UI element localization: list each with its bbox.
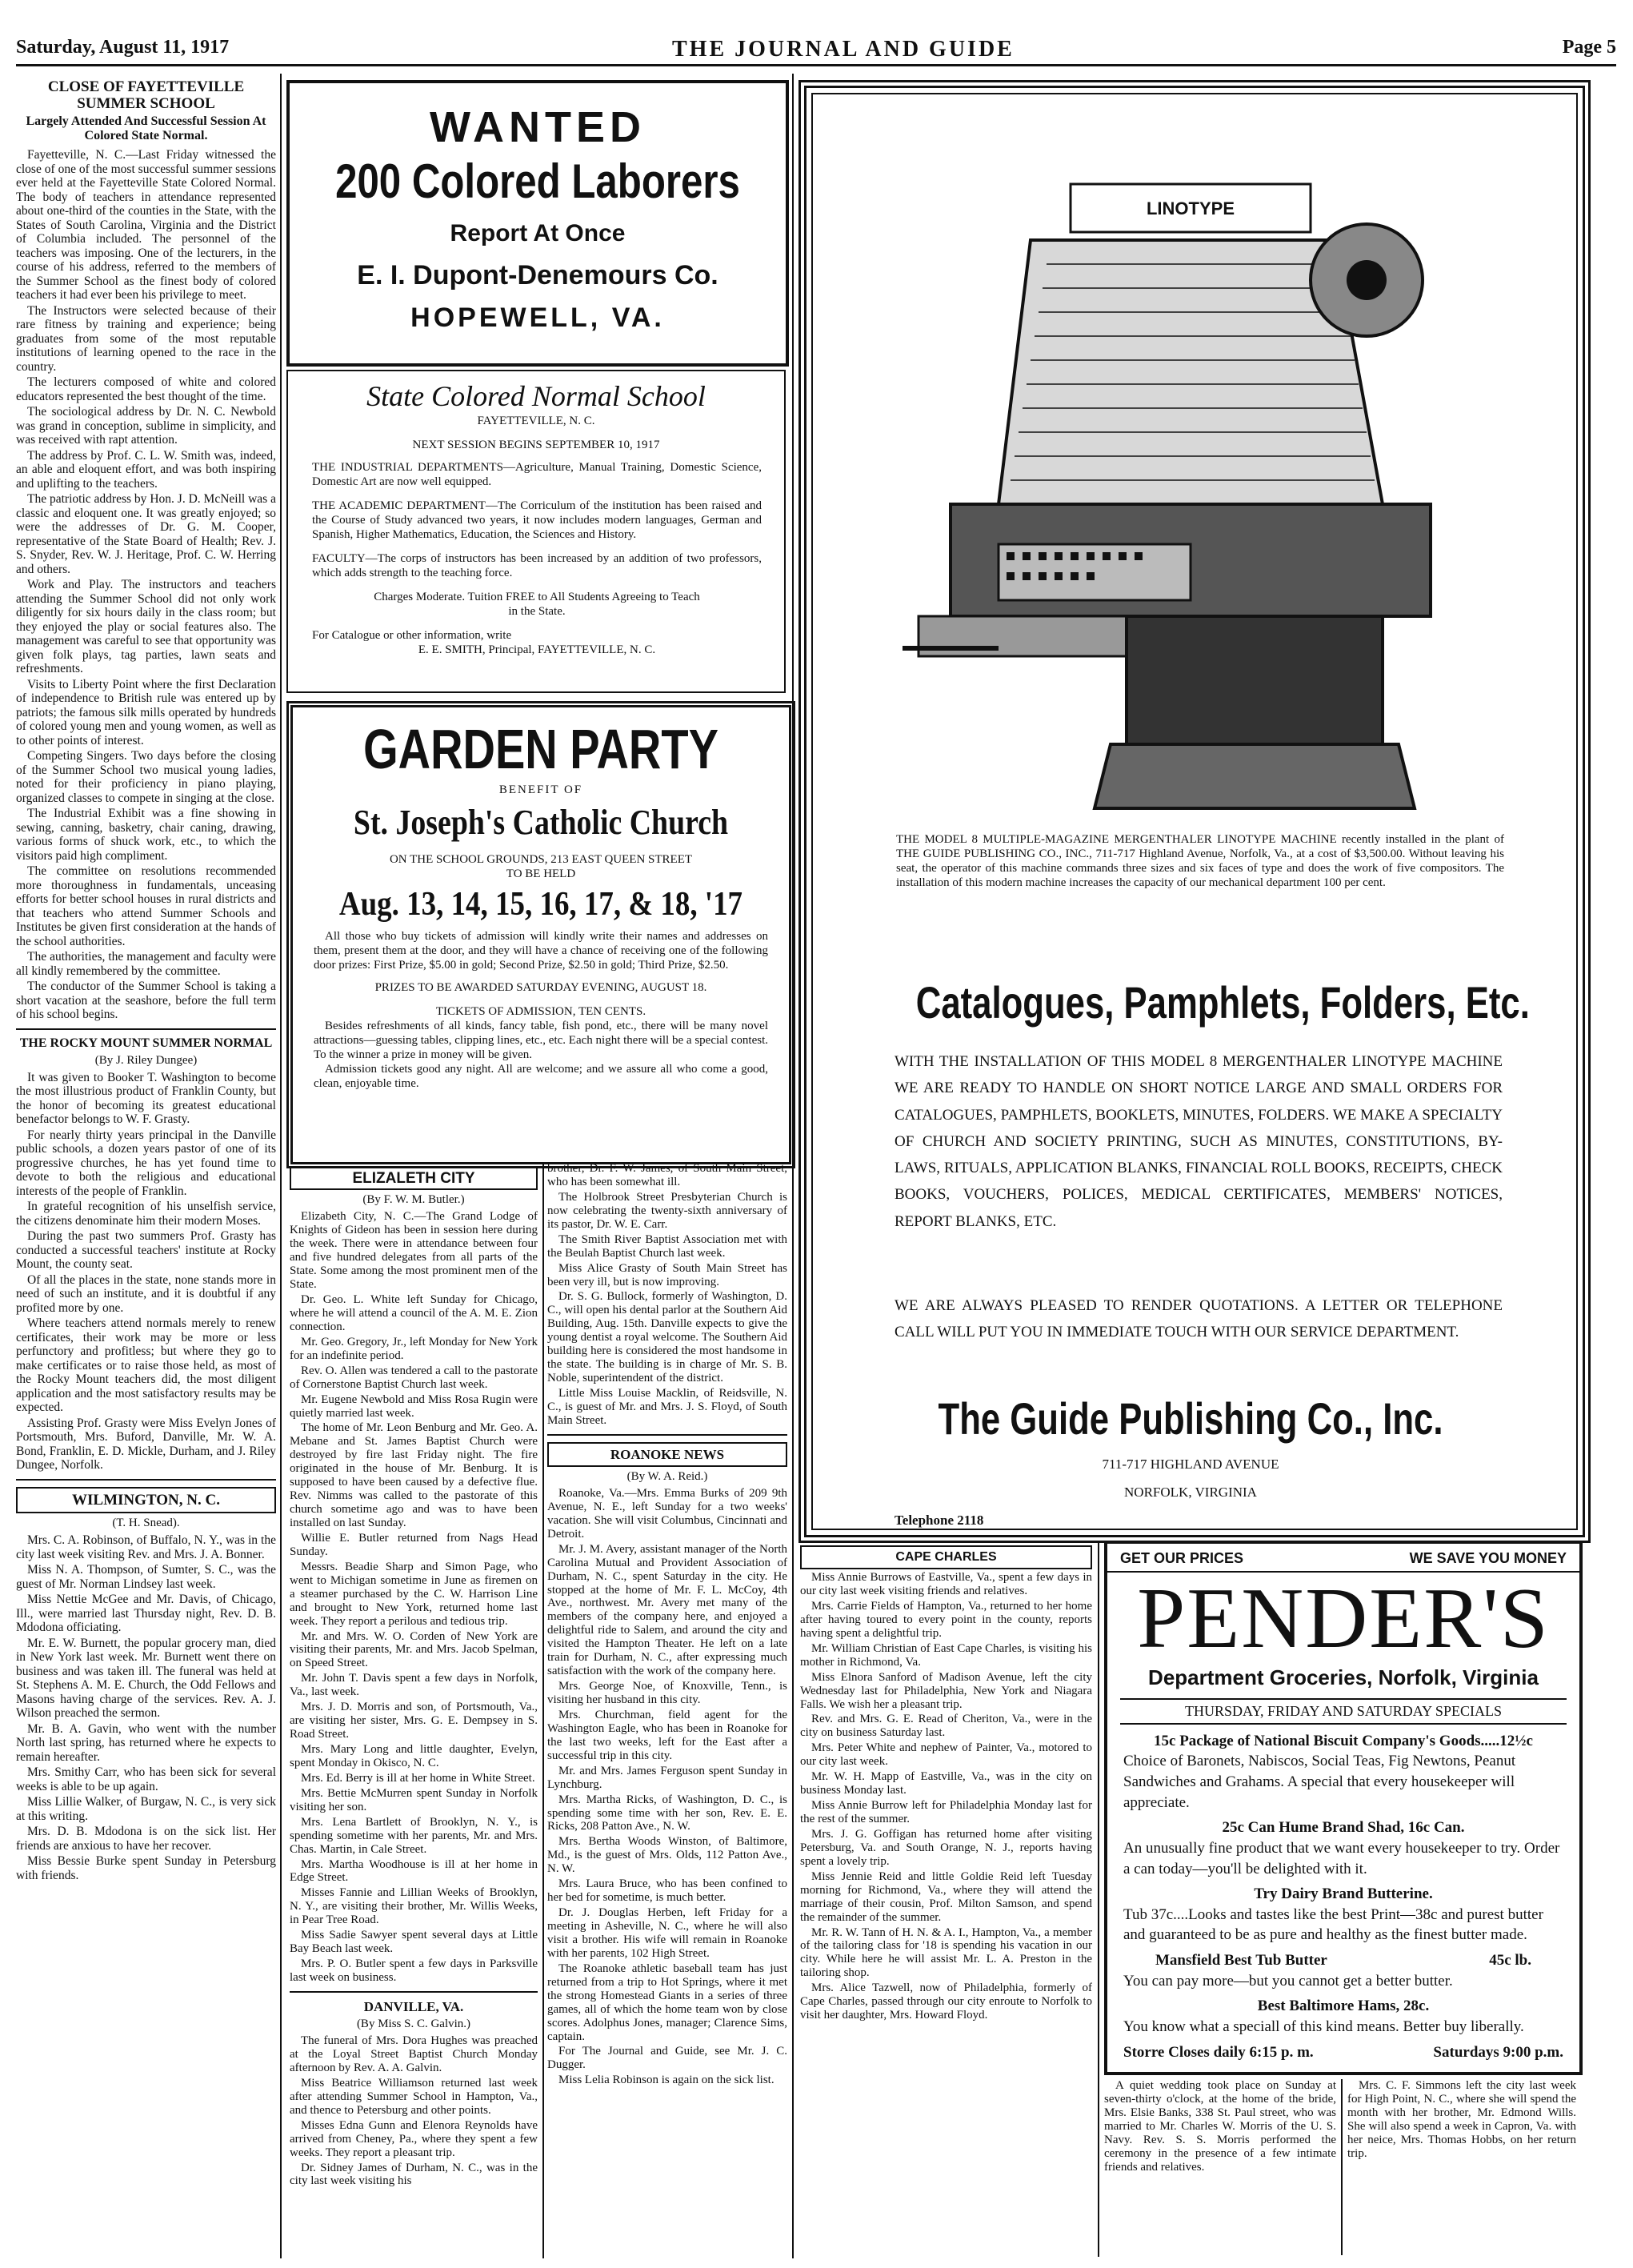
paragraph: Mrs. Alice Tazwell, now of Philadelphia, formerly of Cape Charles, passed through our city enroute to Norfolk to visit her daughter, Mrs. Howard Floyd.: [800, 1981, 1092, 2022]
get-prices-tagline: GET OUR PRICES: [1120, 1550, 1244, 1566]
ham-item: Best Baltimore Hams, 28c.: [1257, 1998, 1430, 2015]
paragraph: Mrs. Bertha Woods Winston, of Baltimore, Md., is the guest of Mrs. Olds, 112 Patton Ave., N. W.: [547, 1835, 787, 1876]
elizabeth-city-article: [290, 1167, 538, 1985]
paragraph: For nearly thirty years principal in the Danville public schools, a dozen years pastor of one of its progressive churches, he has yet found time to devote to both the religious and educational interests of the people of Franklin.: [16, 1128, 276, 1198]
paragraph: Competing Singers. Two days before the closing of the Summer School two musical young ladies, noted for their proficiency in piano playing, organized classes to compete in singing at the close.: [16, 749, 276, 805]
paragraph: Little Miss Louise Macklin, of Reidsville, N. C., is guest of Mr. and Mrs. J. S. Floyd, of South Main Street.: [547, 1387, 787, 1427]
school-name: State Colored Normal School: [366, 380, 706, 412]
garden-party-ad: [286, 701, 795, 1168]
publisher-name: The Guide Publishing Co., Inc.: [938, 1393, 1443, 1444]
attractions: Besides refreshments of all kinds, fancy table, fish pond, etc., there will be many novel attractions—guessing tables, clipping lines, etc., etc. Each night there will be a special contest. To the winner a prize in money will be given.: [314, 1020, 768, 1062]
session-date: NEXT SESSION BEGINS SEPTEMBER 10, 1917: [412, 439, 660, 452]
printing-headline: Catalogues, Pamphlets, Folders, Etc.: [915, 977, 1530, 1028]
column-4: [800, 1541, 1092, 2257]
normal-school-ad: [286, 370, 786, 693]
paragraph: The Industrial Exhibit was a fine showing in sewing, canning, basketry, chair caning, drawing, various forms of shuck work, etc., to which the visitors paid high compliment.: [16, 807, 276, 863]
paragraph: The sociological address by Dr. N. C. Newbold was grand in conception, sublime in simplicity, and was received with rapt attention.: [16, 405, 276, 447]
roanoke-article: [547, 1442, 787, 2087]
paragraph: Mrs. Martha Woodhouse is ill at her home in Edge Street.: [290, 1857, 538, 1885]
special-desc-2: An unusually fine product that we want every housekeeper to try. Order a can today—you'll be delighted with it.: [1123, 1839, 1560, 1877]
paragraph: The address by Prof. C. L. W. Smith was, indeed, an able and eloquent effort, and was both inspiring and uplifting to the teachers.: [16, 448, 276, 491]
paragraph: Mrs. J. D. Morris and son, of Portsmouth, Va., are visiting her sister, Mrs. G. E. Dempsey in S. Road Street.: [290, 1701, 538, 1741]
column-2: [290, 1162, 538, 2258]
laborers-count: 200 Colored Laborers: [335, 154, 740, 208]
publisher-street: 711-717 HIGHLAND AVENUE: [1102, 1457, 1279, 1472]
paragraph: During the past two summers Prof. Grasty has conducted a successful teachers' institute at Rocky Mount, the county seat.: [16, 1229, 276, 1272]
article-headline: ELIZALETH CITY: [290, 1167, 538, 1190]
paragraph: Mr. John T. Davis spent a few days in Norfolk, Va., last week.: [290, 1672, 538, 1699]
article-headline: CAPE CHARLES: [800, 1545, 1092, 1569]
paragraph: Miss Bessie Burke spent Sunday in Petersburg with friends.: [16, 1854, 276, 1882]
store-name: PENDER'S: [1137, 1571, 1550, 1667]
company-location: HOPEWELL, VA.: [410, 303, 665, 333]
door-prizes: All those who buy tickets of admission will kindly write their names and addresses on them, present them at the door, and they will have a chance of receiving one of the following door prizes: First Prize, $5.00 in gold; Second Prize, $2.50 in gold; Third Prize, $2.50.: [314, 930, 768, 972]
fayetteville-article: [16, 78, 276, 1022]
paragraph: Miss Beatrice Williamson returned last week after attending Summer School in Hampton, Va., and thence to Petersburg and other points.: [290, 2076, 538, 2117]
welcome-note: Admission tickets good any night. All are welcome; and we assure all who come a good, clean, enjoyable time.: [314, 1063, 768, 1091]
event-title: GARDEN PARTY: [363, 718, 718, 780]
paragraph: Mr. Eugene Newbold and Miss Rosa Rugin were quietly married last week.: [290, 1392, 538, 1420]
specials-banner: THURSDAY, FRIDAY AND SATURDAY SPECIALS: [1120, 1698, 1567, 1724]
catalogue-note: For Catalogue or other information, write: [312, 629, 512, 643]
ham-desc: You know what a speciall of this kind means. Better buy liberally.: [1123, 2018, 1524, 2036]
church-name: St. Joseph's Catholic Church: [353, 803, 729, 842]
issue-date: Saturday, August 11, 1917: [16, 37, 230, 58]
article-headline: WILMINGTON, N. C.: [16, 1487, 276, 1513]
paragraph: The Instructors were selected because of their rare fitness by training and experience; being graduates from some of the most reputable institutions of learning opened to the race in the country.: [16, 303, 276, 374]
paragraph: Miss Elnora Sanford of Madison Avenue, left the city Wednesday last for Philadelphia, New York and Niagara Falls. We wish her a pleasant trip.: [800, 1670, 1092, 1711]
paragraph: Mr. and Mrs. James Ferguson spent Sunday in Lynchburg.: [547, 1764, 787, 1791]
column-rule: [1341, 2079, 1343, 2255]
guide-publishing-ad: [798, 80, 1591, 1543]
column-rule: [1098, 1541, 1099, 2257]
event-location: ON THE SCHOOL GROUNDS, 213 EAST QUEEN STREET: [389, 852, 693, 866]
held-line: TO BE HELD: [506, 867, 576, 880]
special-item-1: 15c Package of National Biscuit Company's Goods.....12½c: [1154, 1732, 1533, 1749]
divider: [16, 1028, 276, 1030]
paragraph: Miss Annie Burrow left for Philadelphia Monday last for the rest of the summer.: [800, 1799, 1092, 1826]
paragraph: The Roanoke athletic baseball team has just returned from a trip to Hot Springs, where it met the strong Homestead Giants in a series of three games, all of which the home team won by close scores. Adolphus Jones, manager; Clarence Sims, captain.: [547, 1961, 787, 2043]
paragraph: Mrs. Smithy Carr, who has been sick for several weeks is able to be up again.: [16, 1765, 276, 1793]
paragraph: The committee on resolutions recommended more thoroughness in fundamentals, unceasing efforts for better school houses in rural districts and that teachers who attend Summer Schools and Institutes be given first consideration at the hands of the school authorities.: [16, 864, 276, 948]
column-rule: [280, 74, 282, 2258]
article-body: [16, 148, 276, 1022]
paragraph: Mr. Geo. Gregory, Jr., left Monday for New York for an indefinite period.: [290, 1335, 538, 1362]
article-headline: CLOSE OF FAYETTEVILLE SUMMER SCHOOL: [47, 78, 245, 113]
paragraph: Assisting Prof. Grasty were Miss Evelyn Jones of Portsmouth, Mrs. Buford, Danville, Mr. W. A. Bond, Franklin, E. D. Mickle, Durham, and J. Riley Dungee, Norfolk.: [16, 1416, 276, 1473]
paragraph: The home of Mr. Leon Benburg and Mr. Geo. A. Mebane and St. James Baptist Church were destroyed by fire last Friday night. The fire originated in the house of Mr. Benburg. It is supposed to have been caused by a defective flue. Rev. Nimms was called to the pastorate of this church sometime ago and was to have been installed on last Sunday.: [290, 1421, 538, 1530]
special-desc-1: Choice of Baronets, Nabiscos, Social Teas, Fig Newtons, Peanut Sandwiches and Grahams. A special that every housekeeper will appreciate.: [1123, 1753, 1516, 1811]
paragraph: The lecturers composed of white and colored educators represented the best thought of the time.: [16, 375, 276, 403]
paragraph: Mr. J. M. Avery, assistant manager of the North Carolina Mutual and Provident Association of Durham, N. C., spent Saturday in the city. He stopped at the home of Mr. F. L. McCoy, 4th Ave., northwest. Mr. Avery met many of the members of the company here, and enjoyed a delightful ride to Salem, and around the city and visited the Hampton Theater. He left on a late train for Durham, N. C., after expressing much satisfaction with the work of the company here.: [547, 1542, 787, 1678]
paragraph: Rev. O. Allen was tendered a call to the pastorate of Cornerstone Baptist Church last week.: [290, 1364, 538, 1391]
column-rule: [542, 1162, 544, 2258]
paragraph: Work and Play. The instructors and teachers attending the Summer School did not only work diligently for six hours daily in the class room; but they enjoyed the play or social features also. The management was careful to see that opportunity was given folk plays, tag parties, lawn seats and refreshments.: [16, 578, 276, 676]
divider: [547, 1434, 787, 1436]
article-headline: DANVILLE, VA.: [363, 1998, 464, 2014]
paragraph: The patriotic address by Hon. J. D. McNeill was a classic and eloquent one. It was greatly enjoyed; so were the addresses of Dr. G. M. Cooper, representative of the State Board of Health; Rev. J. S. Snyder, Rev. W. J. Heritage, Prof. C. W. Herring and others.: [16, 492, 276, 576]
divider: [290, 1991, 538, 1993]
cape-charles-article: [800, 1545, 1092, 2022]
report-line: Report At Once: [450, 220, 626, 246]
tuition-note: Charges Moderate. Tuition FREE to All Students Agreeing to Teach in the State.: [374, 591, 700, 619]
paragraph: Where teachers attend normals merely to renew certificates, their work may be more or less perfunctory and profitless; but where they go to make certificates or to raise those held, as most of the Rocky Mount teachers did, the most diligent application and the most satisfactory results may be expected.: [16, 1316, 276, 1415]
penders-grocery-ad: [1104, 1541, 1583, 2075]
paragraph: Mrs. Martha Ricks, of Washington, D. C., is spending some time with her son, Rev. E. E. Ricks, 208 Patton Ave., N. W.: [547, 1793, 787, 1833]
paragraph: Mrs. Lena Bartlett of Brooklyn, N. Y., is spending sometime with her parents, Mr. and Mrs. Chas. Martin, in Cale Street.: [290, 1815, 538, 1856]
paragraph: The conductor of the Summer School is taking a short vacation at the seashore, before the full term of his school begins.: [16, 980, 276, 1022]
masthead: [16, 32, 1616, 66]
article-headline: THE ROCKY MOUNT SUMMER NORMAL: [19, 1036, 273, 1050]
company-name: E. I. Dupont-Denemours Co.: [357, 260, 718, 291]
byline: (T. H. Snead).: [112, 1517, 180, 1530]
linotype-icon: [887, 168, 1495, 824]
danville-continued: [547, 1162, 787, 1428]
paragraph: Miss Nettie McGee and Mr. Davis, of Chicago, Ill., were married last Thursday night, Rev. D. B. Mdodona officiating.: [16, 1593, 276, 1635]
ticket-price: TICKETS OF ADMISSION, TEN CENTS.: [435, 1005, 646, 1019]
benefit-line: BENEFIT OF: [498, 783, 583, 796]
paragraph: Visits to Liberty Point where the first Declaration of independence to British rule was entered up by patriots; the famous silk mills operated by hundreds of colored young men and young women, as well as to other points of interest.: [16, 677, 276, 747]
printing-services: WITH THE INSTALLATION OF THIS MODEL 8 MERGENTHALER LINOTYPE MACHINE WE ARE READY TO HANDLE ON SHORT NOTICE LARGE AND SMALL ORDERS FOR CATALOGUES, PAMPHLETS, BOOKLETS, MINUTES, FOLDERS. WE MAKE A SPECIALTY OF CHURCH AND SOCIETY PRINTING, SUCH AS MINUTES, CONSTITUTIONS, BY-LAWS, RITUALS, APPLICATION BLANKS, FINANCIAL ROLL BOOKS, RECEIPTS, CHECK BOOKS, VOUCHERS, POLICES, MEDICAL CERTIFICATES, MEMBERS' NOTICES, REPORT BLANKS, ETC.: [895, 1053, 1503, 1230]
special-desc-3: Tub 37c....Looks and tastes like the best Print—38c and purest butter and guaranteed to be as pure and healthy as the finest butter made.: [1123, 1905, 1543, 1944]
quotation-note: WE ARE ALWAYS PLEASED TO RENDER QUOTATIONS. A LETTER OR TELEPHONE CALL WILL PUT YOU IN IMMEDIATE TOUCH WITH OUR SERVICE DEPARTMENT.: [895, 1297, 1503, 1341]
paragraph: The funeral of Mrs. Dora Hughes was preached at the Loyal Street Baptist Church Monday afternoon by Rev. A. A. Galvin.: [290, 2034, 538, 2074]
paragraph: Rev. and Mrs. G. E. Read of Cheriton, Va., were in the city on business Saturday last.: [800, 1713, 1092, 1740]
paragraph: Dr. J. Douglas Herben, left Friday for a meeting in Asheville, N. C., where he will also visit a brother. His wife will remain in Roanoke with her parents, 102 High Street.: [547, 1906, 787, 1960]
paragraph: Mrs. Ed. Berry is ill at her home in White Street.: [301, 1771, 535, 1785]
publisher-telephone: Telephone 2118: [895, 1513, 984, 1528]
faculty-note: FACULTY—The corps of instructors has been increased by an addition of two professors, which adds strength to the teaching force.: [312, 552, 762, 580]
paragraph: Mr. W. H. Mapp of Eastville, Va., was in the city on business Monday last.: [800, 1770, 1092, 1797]
school-place: FAYETTEVILLE, N. C.: [477, 415, 595, 428]
paragraph: Mrs. C. A. Robinson, of Buffalo, N. Y., was in the city last week visiting Rev. and Mrs. J. A. Bonner.: [16, 1533, 276, 1561]
wedding-notice: [1104, 2079, 1336, 2255]
paragraph: Miss Jennie Reid and little Goldie Reid left Tuesday morning for Richmond, Va., where they will attend the marriage of their cousin, Prof. Milton Samson, and spend the remainder of the summer.: [800, 1869, 1092, 1924]
special-item-3: Try Dairy Brand Butterine.: [1254, 1885, 1433, 1903]
store-subtitle: Department Groceries, Norfolk, Virginia: [1148, 1665, 1539, 1690]
paragraph: The Smith River Baptist Association met with the Beulah Baptist Church last week.: [547, 1232, 787, 1260]
prize-award-date: PRIZES TO BE AWARDED SATURDAY EVENING, AUGUST 18.: [374, 981, 707, 995]
paragraph: Mrs. Carrie Fields of Hampton, Va., returned to her home after having toured to every point in the county, reports having spent a delightful trip.: [800, 1599, 1092, 1640]
paragraph: Miss Sadie Sawyer spent several days at Little Bay Beach last week.: [290, 1929, 538, 1956]
paragraph: Misses Edna Gunn and Elenora Reynolds have arrived from Cheney, Pa., where they spent a few weeks. They report a pleasant trip.: [290, 2118, 538, 2159]
paragraph: Mr. William Christian of East Cape Charles, is visiting his mother in Richmond, Va.: [800, 1641, 1092, 1669]
paragraph: Miss Alice Grasty of South Main Street has been very ill, but is now improving.: [547, 1261, 787, 1288]
paragraph: Mrs. Peter White and nephew of Painter, Va., motored to our city last week.: [800, 1741, 1092, 1769]
linotype-caption: THE MODEL 8 MULTIPLE-MAGAZINE MERGENTHALER LINOTYPE MACHINE recently installed in the plant of THE GUIDE PUBLISHING CO., INC., 711-717 Highland Avenue, Norfolk, Va., at a cost of $3,500.00. Without leaving his seat, the operator of this machine commands three sizes and six faces of type and does the work of five compositors. The installation of this modern machine increases the capacity of our mechanical department 100 per cent.: [896, 833, 1504, 889]
paragraph: It was given to Booker T. Washington to become the most illustrious product of Franklin County, but the honor of becoming its greatest educational benefactor belongs to W. F. Grasty.: [16, 1070, 276, 1127]
event-dates: Aug. 13, 14, 15, 16, 17, & 18, '17: [338, 885, 743, 923]
byline: (By W. A. Reid.): [626, 1470, 708, 1484]
paragraph: Messrs. Beadie Sharp and Simon Page, who went to Michigan sometime in June as firemen on a steamer purchased by the C. W. Harrison Line and brought to New York, returned home last week. They report a perilous and tedious trip.: [290, 1560, 538, 1628]
paragraph: Miss Lillie Walker, of Burgaw, N. C., is very sick at this writing.: [16, 1795, 276, 1823]
paragraph: In grateful recognition of his unselfish service, the citizens denominate him their modern Moses.: [16, 1200, 276, 1228]
paragraph: For The Journal and Guide, see Mr. J. C. Dugger.: [547, 2045, 787, 2072]
paragraph: Mrs. P. O. Butler spent a few days in Parksville last week on business.: [290, 1957, 538, 1985]
academic-dept: THE ACADEMIC DEPARTMENT—The Corriculum of the institution has been raised and the Course of Study advanced two years, it now includes modern languages, German and Spanish, Higher Mathematics, Education, the Sciences and History.: [312, 499, 762, 542]
paragraph: Dr. S. G. Bullock, formerly of Washington, D. C., will open his dental parlor at the Southern Aid Building, Aug. 15th. Danville expects to give the young dentist a royal welcome. The Southern Aid building here is considered the most handsome in the state. The building is in charge of Mr. S. B. Noble, superintendent of the district.: [547, 1290, 787, 1385]
paragraph: Mrs. George Noe, of Knoxville, Tenn., is visiting her husband in this city.: [547, 1680, 787, 1707]
rocky-mount-article: [16, 1036, 276, 1473]
paragraph: Misses Fannie and Lillian Weeks of Brooklyn, N. Y., are visiting their brother, Mr. Willis Weeks, in Pear Tree Road.: [290, 1886, 538, 1927]
save-money-tagline: WE SAVE YOU MONEY: [1409, 1550, 1567, 1566]
paragraph: brother, Dr. F. W. James, of South Main Street, who has been somewhat ill.: [547, 1162, 787, 1188]
paragraph: Mr. R. W. Tann of H. N. & A. I., Hampton, Va., a member of the tailoring class for '18 is spending his vacation in our city. While here he will assist Mr. L. A. Preston in the tailoring shop.: [800, 1925, 1092, 1980]
paragraph: Elizabeth City, N. C.—The Grand Lodge of Knights of Gideon has been in session here during the week. There were in attendance between four and five hundred delegates from all parts of the State. Some among the most prominent men of the State.: [290, 1210, 538, 1292]
paragraph: Mr. B. A. Gavin, who went with the number North last spring, has returned where he expects to remain hereafter.: [16, 1721, 276, 1764]
paragraph: Mrs. Bettie McMurren spent Sunday in Norfolk visiting her son.: [290, 1786, 538, 1813]
paragraph: Miss N. A. Thompson, of Sumter, S. C., was the guest of Mr. Norman Lindsey last week.: [16, 1563, 276, 1591]
paragraph: Mrs. Churchman, field agent for the Washington Eagle, who has been in Roanoke for the last two weeks, left for the East after a successful trip in this city.: [547, 1708, 787, 1762]
wilmington-article: [16, 1487, 276, 1882]
column-rule: [792, 74, 794, 2258]
column-3: [547, 1162, 787, 2258]
column-1: [16, 74, 276, 2258]
article-subhead: Largely Attended And Successful Session At Colored State Normal.: [26, 114, 266, 143]
byline: (By J. Riley Dungee): [94, 1053, 198, 1067]
paragraph: The Holbrook Street Presbyterian Church is now celebrating the twenty-sixth anniversary of its pastor, Dr. W. E. Carr.: [547, 1190, 787, 1231]
machine-label: LINOTYPE: [1146, 198, 1235, 218]
paragraph: The authorities, the management and faculty were all kindly remembered by the committee.: [16, 950, 276, 978]
paragraph: Roanoke, Va.—Mrs. Emma Burks of 209 9th Avenue, N. E., left Sunday for a two weeks' vacation. She will visit Columbus, Cincinnati and Detroit.: [547, 1486, 787, 1541]
danville-article: [290, 1999, 538, 2188]
paragraph: Mrs. Mary Long and little daughter, Evelyn, spent Monday in Okisco, N. C.: [290, 1743, 538, 1769]
paragraph: Mr. and Mrs. W. O. Corden of New York are visiting their parents, Mr. and Mrs. Jacob Spelman, on Speed Street.: [290, 1629, 538, 1670]
publisher-city: NORFOLK, VIRGINIA: [1124, 1485, 1257, 1500]
butter-item: Mansfield Best Tub Butter: [1155, 1952, 1327, 1969]
linotype-machine-illustration: [887, 168, 1495, 824]
article-headline: ROANOKE NEWS: [547, 1442, 787, 1467]
wanted-laborers-ad: [286, 80, 789, 367]
page-number: Page 5: [1562, 37, 1616, 58]
newspaper-name: THE JOURNAL AND GUIDE: [672, 37, 1015, 62]
paragraph: Dr. Sidney James of Durham, N. C., was in the city last week visiting his: [290, 2161, 538, 2188]
divider: [16, 1479, 276, 1481]
paragraph: Miss Lelia Robinson is again on the sick list.: [558, 2074, 774, 2087]
butter-price: 45c lb.: [1489, 1952, 1531, 1969]
principal-contact: E. E. SMITH, Principal, FAYETTEVILLE, N. C.: [418, 643, 656, 657]
byline: (By Miss S. C. Galvin.): [356, 2018, 471, 2031]
industrial-dept: THE INDUSTRIAL DEPARTMENTS—Agriculture, Manual Training, Domestic Science, Domestic Art are now well equipped.: [312, 461, 762, 489]
paragraph: Of all the places in the state, none stands more in need of such an institute, and it is doubtful if any profited more by one.: [16, 1272, 276, 1315]
paragraph: Mrs. Laura Bruce, who has been confined to her bed for sometime, is much better.: [547, 1877, 787, 1905]
paragraph: Mrs. J. G. Goffigan has returned home after visiting Petersburg, Va. and South Orange, N. J., reports having spent a lovely trip.: [800, 1827, 1092, 1868]
special-item-2: 25c Can Hume Brand Shad, 16c Can.: [1222, 1819, 1465, 1837]
paragraph: Fayetteville, N. C.—Last Friday witnessed the close of one of the most successful summer sessions ever held at the Fayetteville State Colored Normal. The body of teachers in attendance represented about one-third of the counties in the State, with the States of South Carolina, Virginia and the District of Columbia included. The personnel of the teachers was imposing. One of the lecturers, in the course of his address, referred to the members of the Summer School as the finest body of colored teachers it had ever been his privilege to meet.: [16, 148, 276, 303]
paragraph: Mrs. C. F. Simmons left the city last week for High Point, N. C., where she will spend the month with her brother, Mr. Edmond Wills. She will also spend a week in Capron, Va. with her neice, Mrs. Thomas Hobbs, on her return trip.: [1347, 2079, 1576, 2160]
paragraph: Dr. Geo. L. White left Sunday for Chicago, where he will attend a council of the A. M. E. Zion connection.: [290, 1293, 538, 1333]
store-hours-daily: Storre Closes daily 6:15 p. m.: [1123, 2043, 1314, 2061]
paragraph: Mrs. D. B. Mdodona is on the sick list. Her friends are anxious to have her recover.: [16, 1825, 276, 1853]
simmons-notice: [1347, 2079, 1576, 2255]
paragraph: Willie E. Butler returned from Nags Head Sunday.: [290, 1531, 538, 1558]
byline: (By F. W. M. Butler.): [362, 1193, 465, 1207]
wanted-headline: WANTED: [430, 103, 646, 151]
paragraph: A quiet wedding took place on Sunday at seven-thirty o'clock, at the home of the bride, Mrs. Elsie Banks, 338 St. Paul street, who was married to Mr. Charles W. Morris of the U. S. Navy. Rev. S. S. Morris performed the ceremony in the presence of a few intimate friends and relatives.: [1104, 2079, 1336, 2174]
store-hours-saturday: Saturdays 9:00 p.m.: [1433, 2043, 1563, 2061]
paragraph: Mr. E. W. Burnett, the popular grocery man, died in New York last week. Mr. Burnett went there on business and was taken ill. The funeral was held at St. Stephens A. M. E. Church, the Odd Fellows and Masons having charge of the services. Rev. A. J. Wilson preached the sermon.: [16, 1636, 276, 1721]
paragraph: Miss Annie Burrows of Eastville, Va., spent a few days in our city last week visiting friends and relatives.: [800, 1571, 1092, 1598]
butter-desc: You can pay more—but you cannot get a better butter.: [1123, 1972, 1453, 1990]
